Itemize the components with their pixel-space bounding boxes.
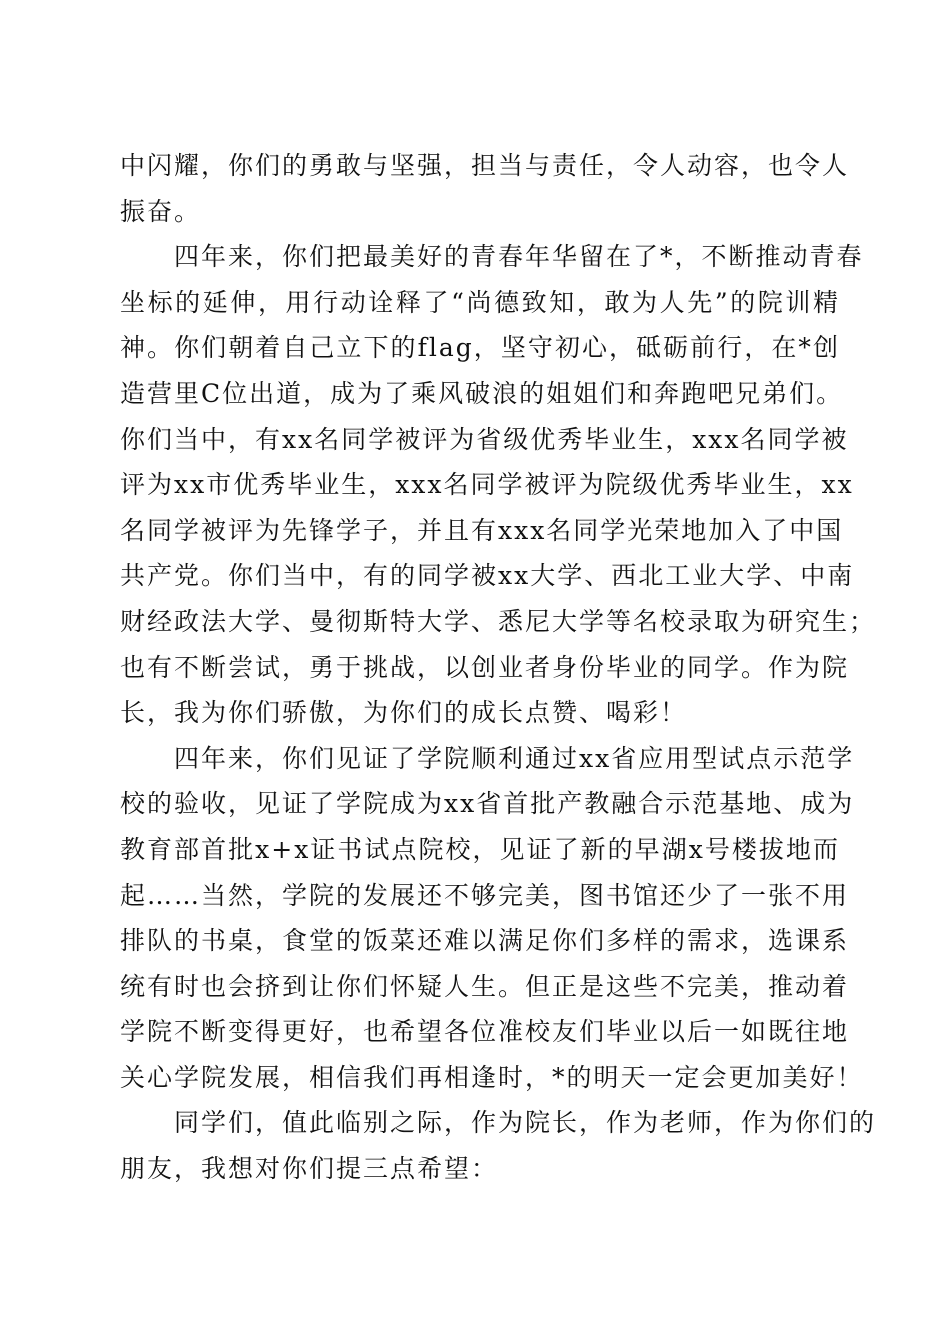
text-line: 起……当然，学院的发展还不够完美，图书馆还少了一张不用 (120, 880, 850, 910)
text-line: 朋友，我想对你们提三点希望： (120, 1154, 499, 1184)
text-line: 名同学被评为先锋学子，并且有xxx名同学光荣地加入了中国 (120, 515, 844, 545)
text-line: 同学们，值此临别之际，作为院长，作为老师，作为你们的 (120, 1108, 877, 1138)
text-line: 校的验收，见证了学院成为xx省首批产教融合示范基地、成为 (120, 789, 855, 819)
text-line: 财经政法大学、曼彻斯特大学、悉尼大学等名校录取为研究生； (120, 606, 877, 636)
document-body (120, 143, 877, 1192)
text-line: 教育部首批x+x证书试点院校，见证了新的早湖x号楼拔地而 (120, 834, 840, 864)
text-line: 振奋。 (120, 196, 202, 226)
text-line: 评为xx市优秀毕业生，xxx名同学被评为院级优秀毕业生，xx (120, 470, 854, 500)
text-line: 你们当中，有xx名同学被评为省级优秀毕业生，xxx名同学被 (120, 424, 849, 454)
text-line: 共产党。你们当中，有的同学被xx大学、西北工业大学、中南 (120, 561, 855, 591)
text-line: 中闪耀，你们的勇敢与坚强，担当与责任，令人动容，也令人 (120, 151, 850, 180)
text-line: 也有不断尝试，勇于挑战，以创业者身份毕业的同学。作为院 (120, 652, 850, 682)
text-line: 四年来，你们见证了学院顺利通过xx省应用型试点示范学 (120, 743, 855, 773)
text-line: 造营里C位出道，成为了乘风破浪的姐姐们和奔跑吧兄弟们。 (120, 378, 844, 408)
text-line: 统有时也会挤到让你们怀疑人生。但正是这些不完美，推动着 (120, 971, 850, 1001)
text-line: 学院不断变得更好，也希望各位准校友们毕业以后一如既往地 (120, 1017, 850, 1047)
text-line: 长，我为你们骄傲，为你们的成长点赞、喝彩！ (120, 698, 688, 728)
text-line: 四年来，你们把最美好的青春年华留在了*，不断推动青春 (120, 242, 864, 272)
text-line: 坐标的延伸，用行动诠释了“尚德致知，敢为人先”的院训精 (120, 287, 840, 317)
text-line: 神。你们朝着自己立下的flag，坚守初心，砥砺前行，在*创 (120, 333, 840, 363)
text-line: 关心学院发展，相信我们再相逢时，*的明天一定会更加美好！ (120, 1062, 864, 1092)
text-line: 排队的书桌，食堂的饭菜还难以满足你们多样的需求，选课系 (120, 926, 850, 956)
